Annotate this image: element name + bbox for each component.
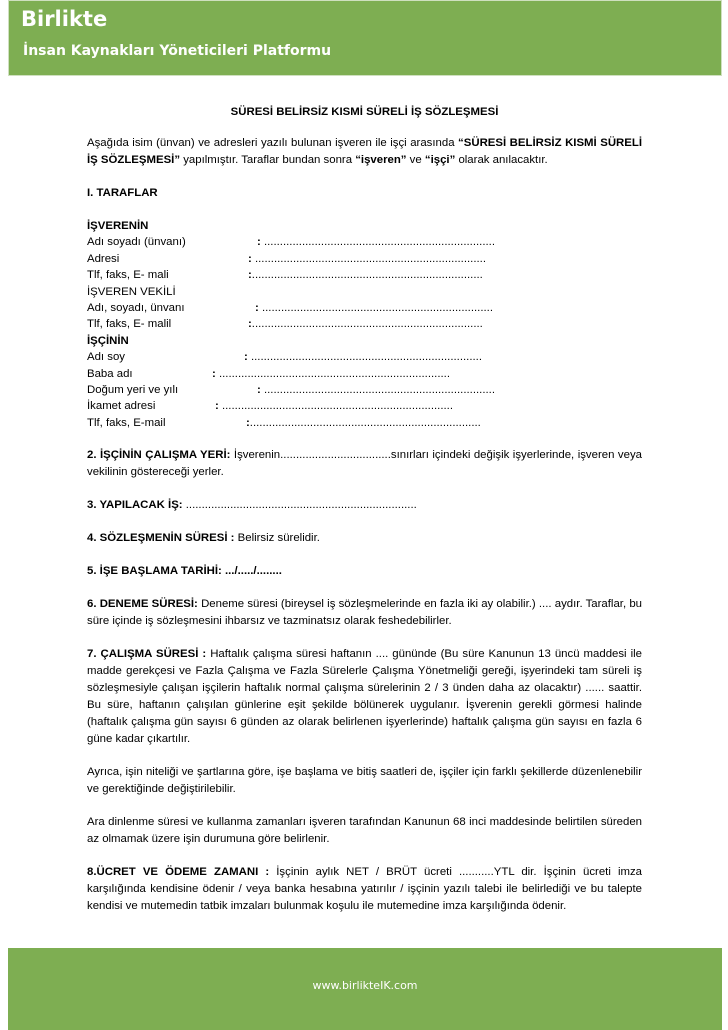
section-text: İşçinin aylık NET / BRÜT ücreti ...........YTL dir. İşçinin ücreti imza karşılığında kendisine ödenir / veya banka hesabına yatırılır / işçinin yazılı talebi ile belirlediği ve bu talepte kendisi ve mutemedin tatbik imzaları bulunmak koşulu ile mutemedine imza karşılığında ödenir. [87,866,642,913]
agent-row-contact [87,316,642,332]
section-working-time [87,646,642,748]
field-sep: : [248,269,252,282]
section-heading: 3. YAPILACAK İŞ: [87,499,183,512]
section-start-date [87,563,642,580]
field-blank: ......................................................................... [218,400,453,413]
worker-row-name [87,349,642,365]
section-parties-heading: I. TARAFLAR [87,187,158,199]
field-blank: ......................................................................... [247,351,482,364]
section-text: İşverenin...................................sınırları içindeki değişik işyerlerinde, işveren veya vekilinin göstereceği yerler. [87,449,642,479]
field-sep: : [257,383,261,396]
worker-row-birth [87,382,642,398]
section-heading: 7. ÇALIŞMA SÜRESİ : [87,648,207,661]
intro-employer-term: “işveren” [355,154,407,166]
field-label: Adı soyadı (ünvanı) [87,236,186,249]
field-blank: ......................................................................... [251,318,483,331]
field-sep: : [215,400,219,413]
employer-row-contact [87,267,642,283]
section-text: Deneme süresi (bireysel iş sözleşmelerinde en fazla iki ay olabilir.) .... aydır. Taraflar, bu süre içinde iş sözleşmesini ihbarsız ve tazminatsız olarak feshedebilirler. [87,598,643,628]
section-wage [87,864,642,915]
section-text: Belirsiz sürelidir. [234,532,320,545]
working-time-paragraph-2: Ayrıca, işin niteliği ve şartlarına göre, işe başlama ve bitiş saatleri de, işçiler için farklı şekillerde düzenlenebilir ve gerektiğinde değiştirilebilir. [87,766,642,796]
employer-heading: İŞVERENİN [87,220,149,232]
field-sep: : [244,351,248,364]
section-job [87,497,642,514]
intro-text-1: Aşağıda isim (ünvan) ve adresleri yazılı bulunan işveren ile işçi arasında [87,137,459,149]
field-label: Adı soy [87,351,125,364]
working-time-paragraph-3: Ara dinlenme süresi ve kullanma zamanları işveren tarafından Kanunun 68 inci maddesinde belirtilen süreden az olmamak üzere işin durumuna göre belirlenir. [87,816,642,846]
field-sep: : [246,416,250,429]
field-blank: ......................................................................... [251,269,483,282]
field-blank: ......................................................................... [258,301,493,314]
section-heading: 5. İŞE BAŞLAMA TARİHİ: .../...../........ [87,565,282,578]
field-blank: ......................................................................... [260,236,495,249]
intro-text-3: ve [406,154,425,166]
worker-row-contact [87,415,642,431]
document-title: SÜRESİ BELİRSİZ KISMİ SÜRELİ İŞ SÖZLEŞMESİ [230,106,499,118]
field-label: Adı, soyadı, ünvanı [87,301,185,314]
intro-text-2: yapılmıştır. Taraflar bundan sonra [180,154,356,166]
field-label: Doğum yeri ve yılı [87,383,179,396]
field-blank: ......................................................................... [251,252,486,265]
intro-text-4: olarak anılacaktır. [455,154,548,166]
field-sep: : [248,252,252,265]
field-label: Tlf, faks, E-mail [87,416,166,429]
agent-row-name [87,300,642,316]
section-heading: 4. SÖZLEŞMENİN SÜRESİ : [87,532,235,545]
field-blank: ......................................................................... [215,367,450,380]
field-label: Tlf, faks, E- malil [87,318,172,331]
field-blank: ......................................................................... [249,416,481,429]
section-text: Haftalık çalışma süresi haftanın .... gününde (Bu süre Kanunun 13 üncü maddesi ile madde gerekçesi ve Fazla Çalışma ve Fazla Sürelerle Çalışma Yönetmeliği gereği, işyerindeki tam süreli iş sözleşmesiyle çalışan işçilerin haftalık normal çalışma sürelerinin 2 / 3 ünden daha az olacaktır) ...... saattir. Bu süre, haftanın çalışılan günlerine eşit şekilde bölünerek uygulanır. İşverenin gerekli görmesi halinde (haftalık çalışma gün sayısı 6 günden az olarak belirlenen işyerlerinde) haftalık çalışma gün sayısı en fazla 6 güne kadar çıkartılır. [87,648,642,746]
intro-worker-term: “işçi” [424,154,456,166]
field-label: Tlf, faks, E- mali [87,269,169,282]
brand-name: Birlikte [21,7,108,31]
field-sep: : [255,301,259,314]
worker-row-father [87,366,642,382]
section-duration [87,530,642,547]
intro-paragraph [87,135,642,169]
footer-website-link[interactable]: www.birlikteIK.com [312,979,418,992]
brand-tagline: İnsan Kaynakları Yöneticileri Platformu [23,43,332,59]
field-label: Baba adı [87,367,133,380]
worker-row-residence [87,398,642,414]
field-label: Adresi [87,252,120,265]
page-header [8,0,722,76]
section-heading: 2. İŞÇİNİN ÇALIŞMA YERİ: [87,449,231,462]
field-sep: : [212,367,216,380]
field-sep: : [257,236,261,249]
employer-row-address [87,251,642,267]
section-heading: 8.ÜCRET VE ÖDEME ZAMANI : [87,866,270,879]
intro-contract-name: “SÜRESİ BELİRSİZ KISMİ SÜRELİ İŞ SÖZLEŞMESİ” [87,137,642,166]
section-trial-period [87,596,642,630]
field-label: İkamet adresi [87,400,156,413]
section-heading: 6. DENEME SÜRESİ: [87,598,198,611]
worker-heading: İŞÇİNİN [87,334,129,347]
field-blank: ......................................................................... [260,383,495,396]
parties-block [87,218,642,431]
field-sep: : [248,318,252,331]
section-text: ......................................................................... [182,499,417,512]
contract-document [87,104,642,931]
section-workplace [87,447,642,481]
agent-heading: İŞVEREN VEKİLİ [87,285,176,298]
employer-row-name [87,234,642,250]
page-footer [8,948,722,1030]
